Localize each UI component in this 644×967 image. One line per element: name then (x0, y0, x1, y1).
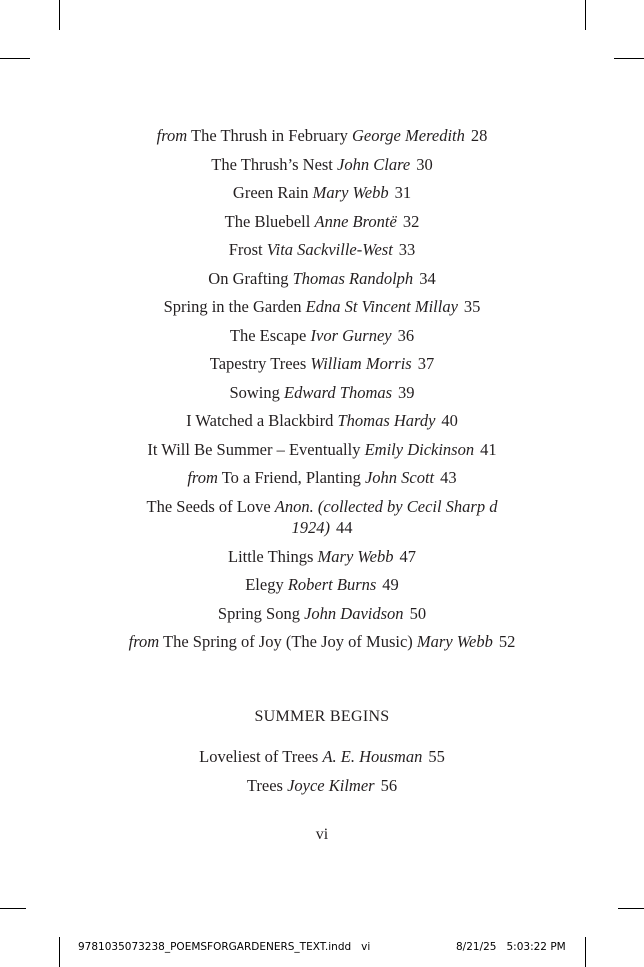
entry-page-number: 44 (336, 518, 353, 537)
entry-title: The Escape (229, 325, 307, 345)
entry-author: Edna St Vincent Millay (305, 297, 458, 316)
entry-author: John Davidson (304, 603, 404, 623)
toc-entry[interactable] (124, 325, 520, 347)
entry-title: It Will Be Summer – Eventually (147, 439, 361, 459)
entry-author: George Meredith (352, 126, 465, 145)
toc-entry[interactable] (124, 239, 520, 261)
crop-mark (585, 0, 586, 30)
entry-page-number: 31 (394, 183, 412, 202)
section-heading: SUMMER BEGINS (254, 708, 390, 725)
entry-author: Emily Dickinson (364, 439, 475, 459)
entry-title: Spring in the Garden (163, 297, 302, 316)
toc-entry[interactable] (124, 775, 520, 797)
crop-mark (618, 908, 644, 909)
entry-title: Trees (246, 775, 283, 795)
entry-author: Mary Webb (312, 183, 389, 202)
toc-entry[interactable] (124, 182, 520, 204)
entry-author: Mary Webb (317, 546, 394, 566)
entry-page-number: 50 (409, 603, 427, 623)
toc-entry[interactable] (124, 574, 520, 596)
entry-page-number: 49 (382, 575, 399, 594)
toc-entry[interactable] (124, 382, 520, 404)
page-number: vi (315, 826, 329, 843)
entry-author: Joyce Kilmer (287, 775, 375, 795)
entry-title: The Thrush in February (191, 126, 348, 145)
toc-entry[interactable] (124, 546, 520, 568)
toc-entry[interactable] (124, 268, 520, 290)
entry-page-number: 52 (498, 632, 516, 651)
entry-author: John Scott (364, 468, 435, 487)
entry-title: On Grafting (208, 268, 289, 288)
crop-mark (585, 937, 586, 967)
toc-entry[interactable] (124, 631, 520, 653)
entry-page-number: 32 (402, 211, 420, 231)
entry-page-number: 39 (398, 382, 415, 402)
entry-author: Edward Thomas (284, 382, 393, 402)
entry-prefix: from (187, 468, 218, 487)
crop-mark (59, 0, 60, 30)
entry-title: Frost (228, 240, 263, 259)
entry-title: Loveliest of Trees (199, 747, 319, 766)
entry-title: Green Rain (232, 183, 309, 202)
entry-prefix: from (128, 632, 160, 651)
entry-page-number: 28 (470, 126, 488, 145)
entry-page-number: 30 (416, 154, 433, 174)
entry-page-number: 55 (428, 747, 445, 766)
entry-author: Ivor Gurney (310, 325, 392, 345)
toc-entry[interactable] (124, 439, 520, 461)
entry-title: The Bluebell (224, 211, 311, 231)
entry-title: Sowing (229, 382, 280, 402)
toc-entry[interactable] (124, 211, 520, 233)
crop-mark (0, 58, 30, 59)
entry-author: Mary Webb (416, 632, 493, 651)
entry-title: The Seeds of Love (146, 496, 271, 516)
toc-entry[interactable] (124, 410, 520, 432)
entry-page-number: 35 (463, 297, 481, 316)
toc-entry[interactable] (124, 496, 520, 539)
entry-title: I Watched a Blackbird (186, 411, 334, 430)
entry-page-number: 41 (480, 439, 497, 459)
entry-page-number: 36 (397, 325, 415, 345)
entry-author: John Clare (337, 154, 411, 174)
crop-mark (59, 937, 60, 967)
entry-page-number: 56 (380, 775, 398, 795)
crop-mark (614, 58, 644, 59)
table-of-contents-section (124, 746, 520, 803)
toc-entry[interactable] (124, 154, 520, 176)
entry-page-number: 47 (399, 546, 416, 566)
table-of-contents (124, 125, 520, 660)
entry-title: Elegy (245, 575, 284, 594)
entry-title: Little Things (228, 546, 314, 566)
entry-title: To a Friend, Planting (221, 468, 361, 487)
toc-entry[interactable] (124, 353, 520, 375)
entry-author: Anon. (collected by Cecil Sharp d 1924) (274, 496, 498, 537)
entry-title: The Thrush’s Nest (211, 154, 333, 174)
entry-author: Anne Brontë (314, 211, 397, 231)
toc-entry[interactable] (124, 603, 520, 625)
entry-prefix: from (156, 126, 188, 145)
entry-title: The Spring of Joy (The Joy of Music) (163, 632, 413, 651)
entry-page-number: 43 (440, 468, 457, 487)
toc-entry[interactable] (124, 125, 520, 147)
toc-entry[interactable] (124, 467, 520, 489)
entry-author: Robert Burns (287, 575, 377, 594)
entry-page-number: 40 (441, 411, 458, 430)
slug-timestamp: 8/21/25 5:03:22 PM (456, 941, 566, 953)
entry-author: William Morris (310, 354, 412, 373)
entry-page-number: 33 (398, 240, 416, 259)
toc-entry[interactable] (124, 296, 520, 318)
crop-mark (0, 908, 26, 909)
entry-title: Spring Song (217, 603, 300, 623)
entry-page-number: 34 (419, 268, 436, 288)
slug-file: 9781035073238_POEMSFORGARDENERS_TEXT.indd vi (78, 941, 371, 953)
entry-author: Thomas Randolph (292, 268, 414, 288)
entry-author: Vita Sackville-West (266, 240, 393, 259)
entry-author: A. E. Housman (322, 747, 423, 766)
entry-title: Tapestry Trees (209, 354, 307, 373)
entry-page-number: 37 (417, 354, 435, 373)
toc-entry[interactable] (124, 746, 520, 768)
entry-author: Thomas Hardy (337, 411, 436, 430)
